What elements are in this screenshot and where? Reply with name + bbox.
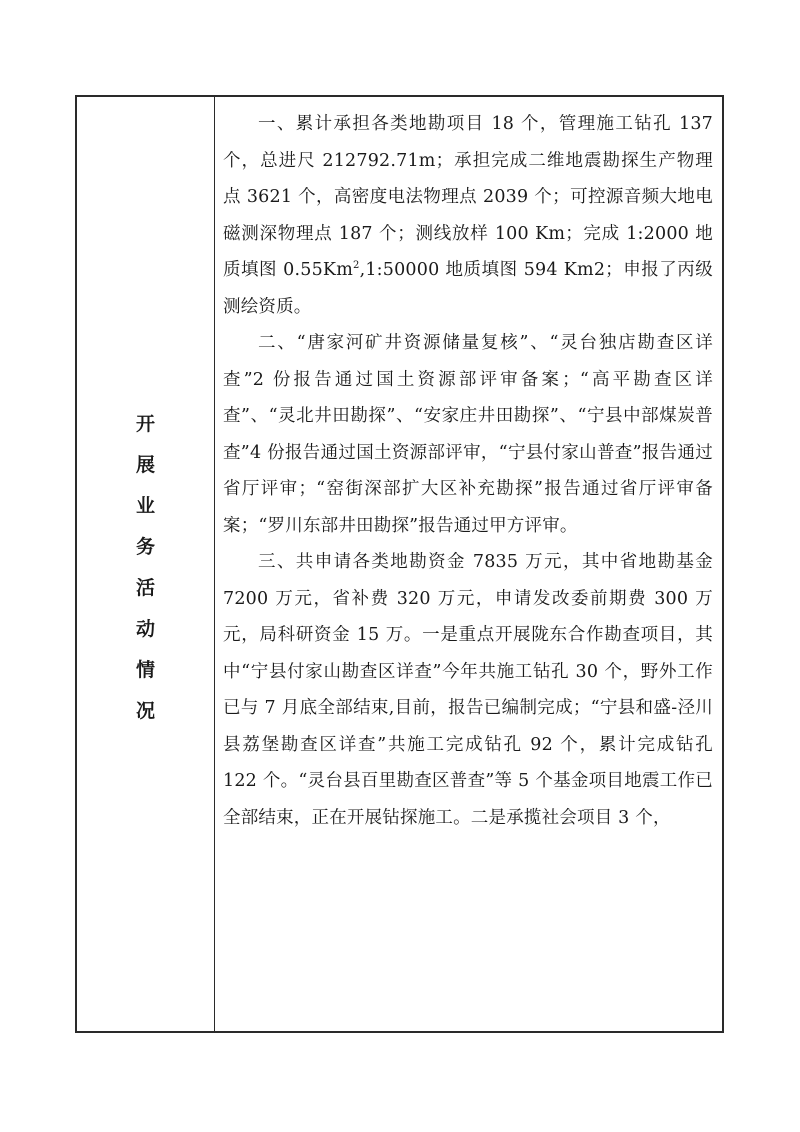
activity-table: [75, 95, 724, 1033]
row-label-char: 务: [135, 536, 155, 558]
row-label-char: 情: [135, 659, 155, 681]
row-label-char: 活: [135, 577, 155, 599]
column-divider: [214, 97, 215, 1031]
paragraph-1-text-cont: ,1:50000 地质填图 594 Km2；申报了丙级测绘资质。: [223, 260, 713, 317]
row-label-char: 况: [135, 700, 155, 722]
paragraph-2: 二、“唐家河矿井资源储量复核”、“灵台独店勘查区详查”2 份报告通过国土资源部评审备案；“高平勘查区详查”、“灵北井田勘探”、“安家庄井田勘探”、“宁县中部煤炭普查”4 份报告通过国土资源部评审，“宁县付家山普查”报告通过省厅评审；“窑街深部扩大区补充勘探”报告通过省厅评审备案；“罗川东部井田勘探”报告通过甲方评审。: [223, 333, 713, 536]
content-cell: [223, 106, 713, 836]
superscript-2: 2: [353, 260, 360, 272]
row-label-char: 展: [135, 454, 155, 476]
row-label-char: 业: [135, 495, 155, 517]
row-label-cell: [77, 97, 214, 1031]
row-label-char: 动: [135, 618, 155, 640]
paragraph-3: 三、共申请各类地勘资金 7835 万元，其中省地勘基金 7200 万元，省补费 320 万元，申请发改委前期费 300 万元，局科研资金 15 万。一是重点开展陇东合作勘查项目，其中“宁县付家山勘查区详查”今年共施工钻孔 30 个，野外工作已与 7 月底全部结束,目前，报告已编制完成；“宁县和盛-泾川县荔堡勘查区详查”共施工完成钻孔 92 个，累计完成钻孔 122 个。“灵台县百里勘查区普查”等 5 个基金项目地震工作已全部结束，正在开展钻探施工。二是承揽社会项目 3 个，: [223, 552, 713, 828]
paragraph-1: [223, 106, 713, 325]
paragraph-1-text: 一、累计承担各类地勘项目 18 个，管理施工钻孔 137 个，总进尺 212792.71m；承担完成二维地震勘探生产物理点 3621 个，高密度电法物理点 2039 个；可控源音频大地电磁测深物理点 187 个；测线放样 100 Km；完成 1:2000 地质填图 0.55Km: [223, 114, 713, 280]
row-label-char: 开: [135, 413, 155, 435]
